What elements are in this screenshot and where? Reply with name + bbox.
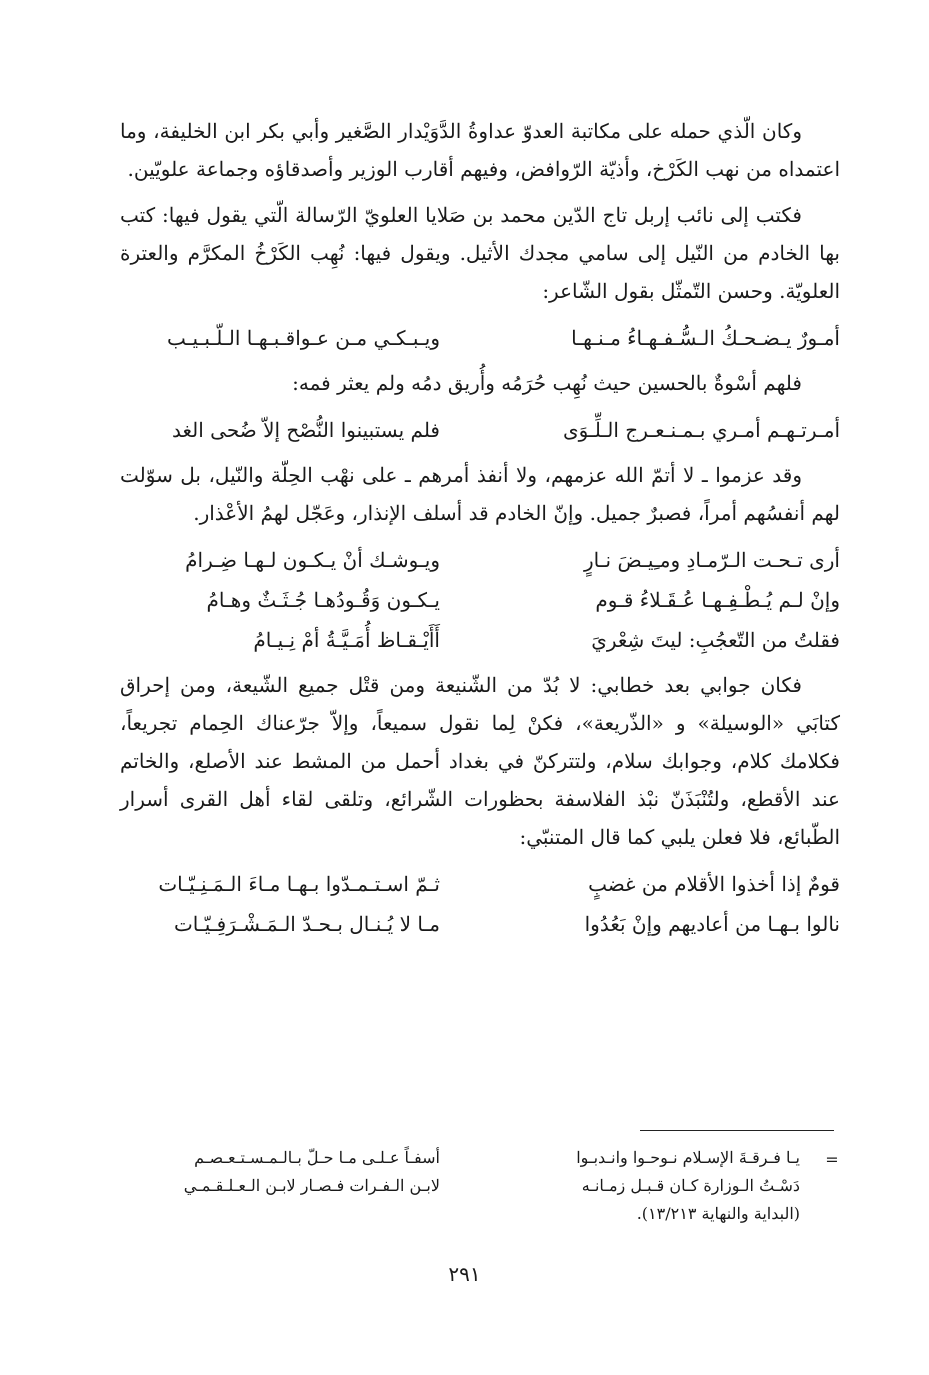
footnote-verse-2 — [140, 1172, 800, 1200]
verse-3-first-hemistich: أرى تـحـت الـرّمـادِ ومـِيـضَ نـارٍ — [583, 548, 840, 572]
paragraph-1: وكان الّذي حمله على مكاتبة العدوّ عداوةُ الدَّوَيْدار الصَّغير وأبي بكر ابن الخليفة، وما اعتمداه من نهب الكَرْخ، وأذيّة الرّوافض، وفيهم أقارب الوزير وأصدقاؤه وجماعة علويّين. — [120, 119, 840, 181]
verse-1-first-hemistich: أمـورٌ يـضـحـكُ الـسُّـفـهـاءُ مـنـهـا — [571, 326, 840, 350]
verse-1 — [120, 318, 840, 358]
verse-2-first-hemistich: أمـرتـهـم أمـري بـمـنـعـرج الـلِّـوَى — [562, 418, 840, 442]
verse-7-second-hemistich: مـا لا يُـنـال بـحـدّ الـمَـشْـرَفِـيّـات — [173, 912, 440, 936]
verse-1-second-hemistich: ويـبـكـي مـن عـواقـبـهـا الـلّـبـيـب — [166, 326, 440, 350]
verse-6 — [120, 864, 840, 904]
paragraph-2: فكتب إلى نائب إربل تاج الدّين محمد بن صَلايا العلويّ الرّسالة الّتي يقول فيها: كتب بها الخادم من النّيل إلى سامي مجدك الأثيل. ويقول فيها: نُهِب الكَرْخُ المكرَّم والعترة العلويّة. وحسن التّمثّل بقول الشّاعر: — [120, 203, 840, 303]
page-number: ٢٩١ — [448, 1262, 481, 1286]
verse-6-first-hemistich: قومٌ إذا أخذوا الأقلام من غضبٍ — [588, 872, 840, 896]
footnote-verse-2-first-hemistich: دَسْـتُ الـوزارة كـان قـبـل زمـانـه — [581, 1176, 800, 1195]
footnote-verse-1-first-hemistich: يـا فـرقـةَ الإسـلام نـوحـوا وانـدبـوا — [576, 1148, 800, 1167]
main-text — [120, 112, 840, 944]
footnote — [140, 1144, 840, 1228]
footnote-divider — [640, 1130, 834, 1131]
verse-3-second-hemistich: ويـوشـك أنْ يـكـون لـهـا ضِـرامُ — [185, 548, 440, 572]
footnote-verse-2-second-hemistich: لابـن الـفـرات فـصـار لابـن الـعـلـقـمـي — [183, 1176, 440, 1195]
footnote-continuation-marker: = — [825, 1150, 839, 1169]
verse-7-first-hemistich: نالوا بـهـا من أعاديهم وإنْ بَعُدُوا — [584, 912, 840, 936]
verse-7 — [120, 904, 840, 944]
verse-2 — [120, 410, 840, 450]
footnote-verse-1-second-hemistich: أسفـاً عـلـى مـا حـلّ بـالـمـسـتـعـصـم — [194, 1148, 440, 1167]
verse-5 — [120, 620, 840, 660]
verse-2-second-hemistich: فلم يستبينوا النُّصْح إلاّ ضُحى الغد — [172, 418, 440, 442]
verse-4-first-hemistich: وإنْ لـم يُـطْـفِـهـا عُـقَـلاءُ قـوم — [595, 588, 840, 612]
footnote-source: (البداية والنهاية ١٣/٢١٣). — [636, 1204, 800, 1223]
paragraph-3: فلهم أسْوةٌ بالحسين حيث نُهِب حُرَمُه وأُريق دمُه ولم يعثر فمه: — [292, 371, 802, 395]
paragraph-5: فكان جوابي بعد خطابي: لا بُدّ من الشّنيعة ومن قتْل جميع الشّيعة، ومن إحراق كتابَي «الوسيلة» و «الذّريعة»، فكنْ لِما نقول سميعاً، وإلاّ جرّعناك الحِمام تجريعاً، فكلامك كلام، وجوابك سلام، ولتتركنّ في بغداد أحمل من المشط عند الأصلع، والخاتم عند الأقطع، ولتُنْبَذَنّ نبْذ الفلاسفة بحظورات الشّرائع، وتلقى لقاء أهل القرى أسرار الطّبائع، فلا فعلن يلبي كما قال المتنبّي: — [120, 673, 840, 849]
verse-5-first-hemistich: فقلتُ من التّعجُبِ: ليتَ شِعْريَ — [591, 628, 840, 652]
verse-6-second-hemistich: ثـمّ اسـتـمـدّوا بـهـا مـاءَ الـمَـنِـيّـات — [158, 872, 440, 896]
footnote-verse-1 — [140, 1144, 800, 1172]
verse-3 — [120, 540, 840, 580]
verse-4 — [120, 580, 840, 620]
paragraph-4: وقد عزموا ـ لا أتمّ الله عزمهم، ولا أنفذ أمرهم ـ على نهْب الحِلّة والنّيل، بل سوّلت لهم أنفسُهم أمراً، فصبرٌ جميل. وإنّ الخادم قد أسلف الإنذار، وعَجّل لهمُ الأعْذار. — [120, 463, 840, 525]
verse-5-second-hemistich: أَأَيْـقـاظ أُمَـيَّـةُ أمْ نِـيـامُ — [253, 628, 440, 652]
verse-4-second-hemistich: يـكـون وَقُـودُهـا جُـثَـثٌ وهـامُ — [206, 588, 440, 612]
